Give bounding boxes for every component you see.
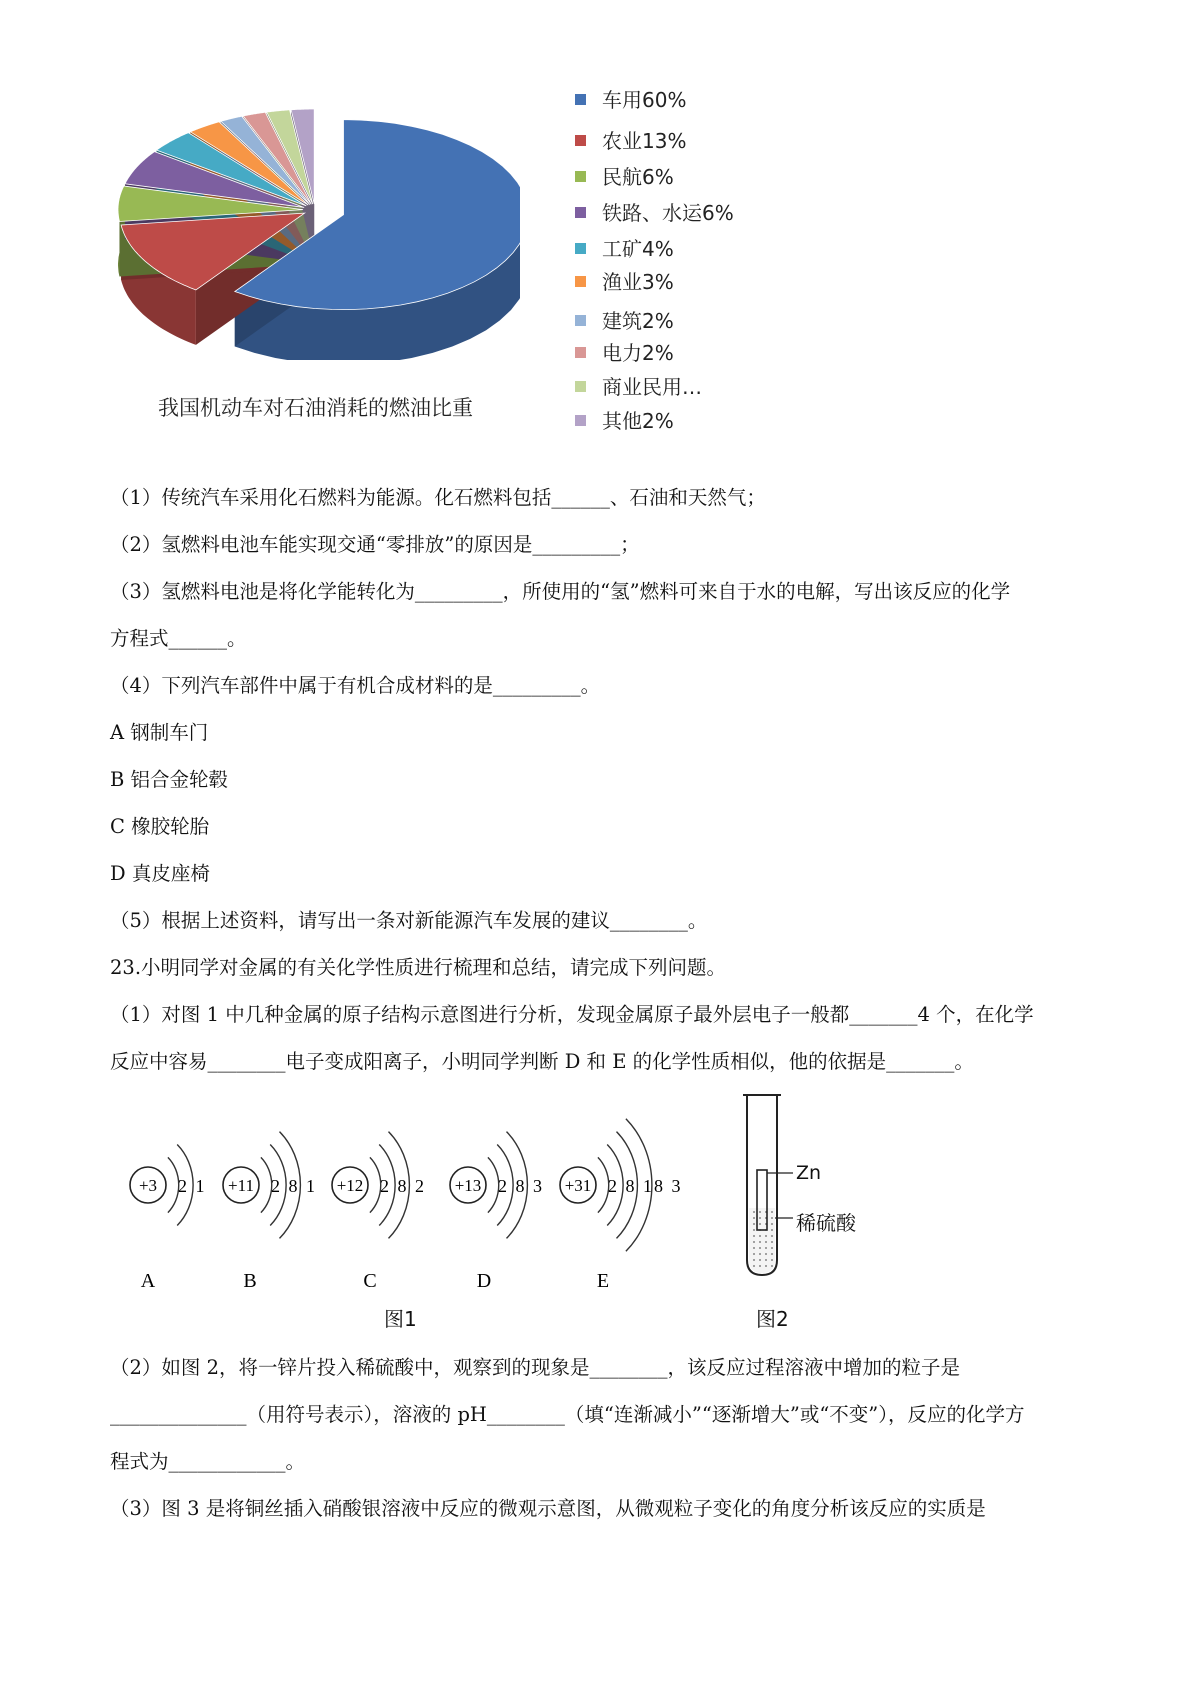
acid-dot: [753, 1259, 755, 1261]
option-a: A 钢制车门: [110, 721, 209, 744]
acid-dot: [753, 1217, 755, 1219]
acid-dots: [749, 1208, 775, 1273]
atom-label: E: [596, 1270, 610, 1292]
question-23: 23.小明同学对金属的有关化学性质进行梳理和总结，请完成下列问题。: [110, 956, 727, 979]
acid-dot: [759, 1235, 761, 1237]
acid-dot: [753, 1253, 755, 1255]
acid-dot: [759, 1265, 761, 1267]
atom-E: [560, 1119, 683, 1292]
legend-label: 农业13%: [602, 129, 687, 153]
atom-D: [450, 1132, 544, 1292]
option-b: B 铝合金轮毂: [110, 768, 229, 791]
legend-label: 渔业3%: [602, 270, 674, 294]
acid-dot: [771, 1211, 773, 1213]
acid-dot: [753, 1247, 755, 1249]
legend-item: [575, 198, 734, 228]
legend-label: 电力2%: [602, 341, 674, 365]
question-1: （1）传统汽车采用化石燃料为能源。化石燃料包括______、石油和天然气；: [110, 486, 766, 509]
atom-structure-figure: [110, 1105, 750, 1335]
atom-label: A: [140, 1270, 156, 1292]
nucleus-charge: +11: [228, 1176, 254, 1195]
acid-dot: [765, 1241, 767, 1243]
legend-swatch: [575, 381, 586, 392]
electron-counts: 2 1: [178, 1176, 207, 1196]
nucleus-charge: +3: [138, 1176, 158, 1195]
acid-dot: [771, 1217, 773, 1219]
legend-swatch: [575, 207, 586, 218]
acid-dot: [771, 1247, 773, 1249]
atom-A: [130, 1145, 207, 1293]
electron-counts: 2 8 2: [380, 1176, 426, 1196]
atom-label: B: [243, 1270, 257, 1292]
option-c: C 橡胶轮胎: [110, 815, 210, 838]
question-3-line2: 方程式______。: [110, 627, 247, 650]
legend-label: 其他2%: [602, 409, 674, 433]
acid-dot: [759, 1247, 761, 1249]
legend-swatch: [575, 315, 586, 326]
legend-swatch: [575, 415, 586, 426]
zn-label: Zn: [796, 1162, 822, 1184]
question-4: （4）下列汽车部件中属于有机合成材料的是_________。: [110, 674, 601, 697]
acid-dot: [771, 1235, 773, 1237]
acid-dot: [753, 1241, 755, 1243]
atom-C: [332, 1132, 426, 1292]
question-23-1-line2: 反应中容易________电子变成阳离子，小明同学判断 D 和 E 的化学性质相似，他的依据是_______。: [110, 1050, 974, 1073]
legend-item: [575, 126, 686, 156]
legend-item: [575, 234, 674, 264]
legend-item: [575, 338, 674, 368]
acid-dot: [753, 1265, 755, 1267]
nucleus-charge: +13: [454, 1176, 482, 1195]
question-23-3: （3）图 3 是将铜丝插入硝酸银溶液中反应的微观示意图，从微观粒子变化的角度分析该反应的实质是: [110, 1497, 986, 1520]
acid-dot: [753, 1223, 755, 1225]
acid-dot: [765, 1253, 767, 1255]
electron-counts: 2 8 1: [271, 1176, 317, 1196]
acid-dot: [765, 1259, 767, 1261]
atom-B: [223, 1132, 317, 1292]
question-2: （2）氢燃料电池车能实现交通“零排放”的原因是_________；: [110, 533, 640, 556]
nucleus-charge: +31: [564, 1176, 592, 1195]
acid-dot: [765, 1235, 767, 1237]
acid-dot: [759, 1253, 761, 1255]
acid-dot: [753, 1211, 755, 1213]
atom-label: D: [476, 1270, 492, 1292]
acid-dot: [765, 1247, 767, 1249]
acid-dot: [759, 1223, 761, 1225]
legend-swatch: [575, 94, 586, 105]
test-tube-figure: [735, 1090, 895, 1285]
acid-dot: [759, 1217, 761, 1219]
acid-dot: [771, 1223, 773, 1225]
legend-label: 车用60%: [602, 88, 687, 112]
acid-dot: [765, 1265, 767, 1267]
acid-dot: [753, 1235, 755, 1237]
figure2-caption: 图2: [756, 1307, 789, 1331]
pie-chart: [100, 90, 520, 360]
legend-item: [575, 406, 674, 436]
question-5: （5）根据上述资料，请写出一条对新能源汽车发展的建议________。: [110, 909, 708, 932]
legend-item: [575, 306, 674, 336]
atom-label: C: [363, 1270, 377, 1292]
legend-label: 民航6%: [602, 165, 674, 189]
legend-label: 工矿4%: [602, 237, 674, 261]
legend-label: 铁路、水运6%: [602, 201, 734, 225]
question-23-2-line1: （2）如图 2，将一锌片投入稀硫酸中，观察到的现象是________，该反应过程溶液中增加的粒子是: [110, 1356, 961, 1379]
legend-swatch: [575, 276, 586, 287]
legend-item: [575, 267, 674, 297]
electron-counts: 2 8 18 3: [608, 1176, 683, 1196]
option-d: D 真皮座椅: [110, 862, 210, 885]
legend-swatch: [575, 135, 586, 146]
acid-dot: [759, 1211, 761, 1213]
acid-dot: [759, 1241, 761, 1243]
acid-dot: [771, 1241, 773, 1243]
figure1-caption: 图1: [384, 1307, 417, 1331]
nucleus-charge: +12: [336, 1176, 364, 1195]
question-23-1-line1: （1）对图 1 中几种金属的原子结构示意图进行分析，发现金属原子最外层电子一般都_______4 个，在化学: [110, 1003, 1034, 1026]
chart-title: 我国机动车对石油消耗的燃油比重: [158, 396, 473, 420]
acid-dot: [771, 1265, 773, 1267]
legend-swatch: [575, 243, 586, 254]
acid-dot: [759, 1259, 761, 1261]
legend-swatch: [575, 347, 586, 358]
legend-item: [575, 85, 686, 115]
acid-dot: [771, 1229, 773, 1231]
legend-item: [575, 162, 674, 192]
electron-counts: 2 8 3: [498, 1176, 544, 1196]
acid-label: 稀硫酸: [796, 1211, 856, 1235]
acid-dot: [771, 1259, 773, 1261]
legend-swatch: [575, 171, 586, 182]
question-3-line1: （3）氢燃料电池是将化学能转化为_________，所使用的“氢”燃料可来自于水的电解，写出该反应的化学: [110, 580, 1011, 603]
acid-dot: [771, 1253, 773, 1255]
legend-label: 商业民用…: [602, 375, 702, 399]
question-23-2-line2: ______________（用符号表示），溶液的 pH________（填“连渐减小”“逐渐增大”或“不变”），反应的化学方: [110, 1403, 1025, 1426]
question-23-2-line3: 程式为____________。: [110, 1450, 306, 1473]
legend-label: 建筑2%: [602, 309, 674, 333]
legend-item: [575, 372, 702, 402]
acid-dot: [753, 1229, 755, 1231]
